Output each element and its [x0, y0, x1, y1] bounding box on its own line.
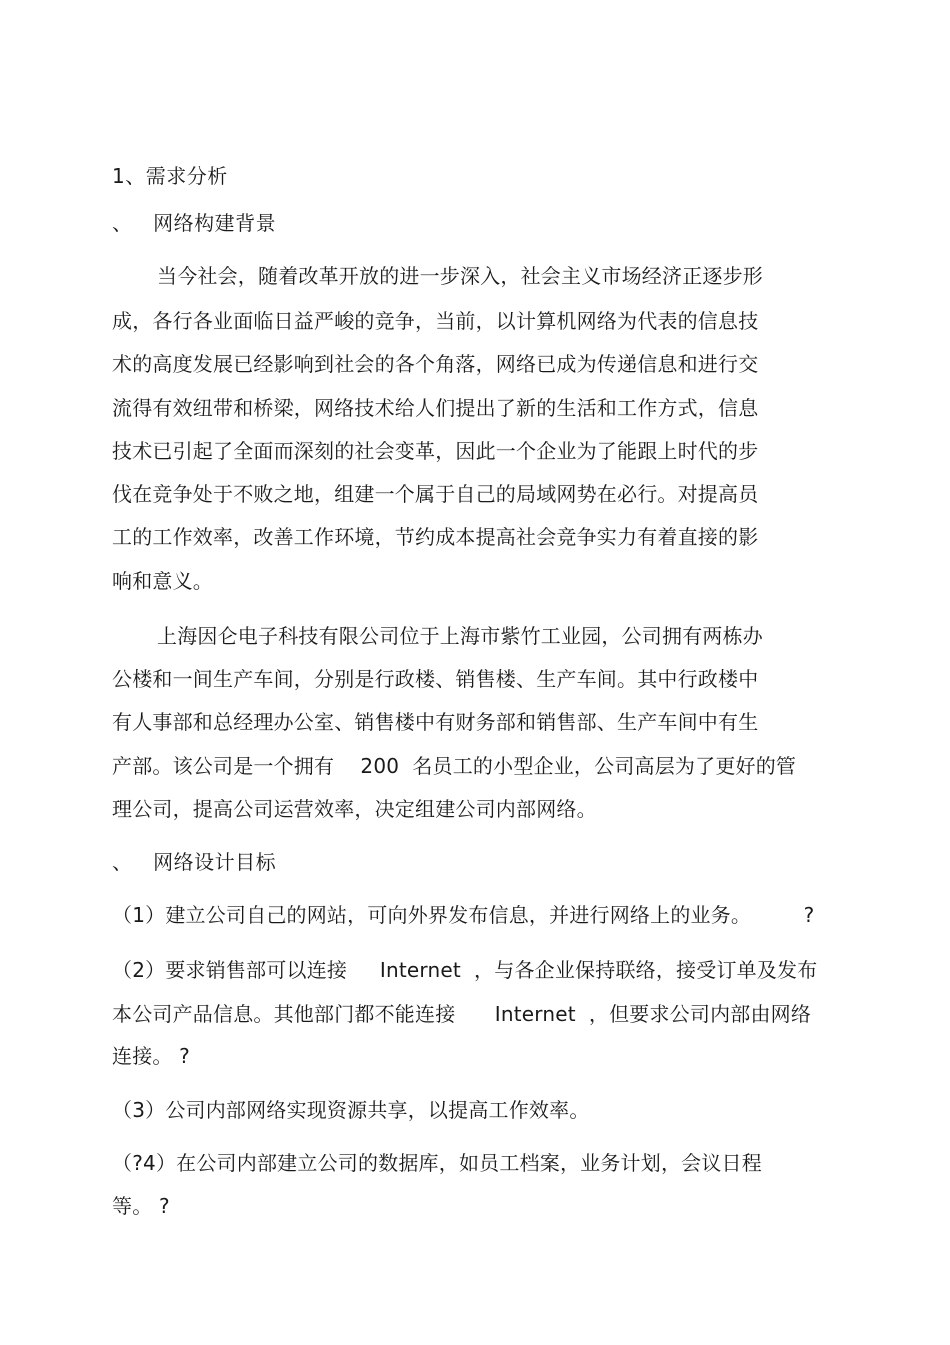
paragraph-line: 术的高度发展已经影响到社会的各个角落，网络已成为传递信息和进行交 [112, 352, 759, 376]
paragraph-line: 响和意义。 [112, 569, 213, 593]
goal-line: 本公司产品信息。其他部门都不能连接 Internet ，但要求公司内部由网络 [112, 1002, 812, 1026]
goal-line: （1）建立公司自己的网站，可向外界发布信息，并进行网络上的业务。 ? [112, 903, 815, 927]
paragraph-line: 公楼和一间生产车间，分别是行政楼、销售楼、生产车间。其中行政楼中 [112, 667, 759, 691]
goal-line: （?4）在公司内部建立公司的数据库，如员工档案，业务计划，会议日程 [112, 1151, 762, 1175]
paragraph-line: 当今社会，随着改革开放的进一步深入，社会主义市场经济正逐步形 [157, 264, 763, 288]
subsection-heading-background: 、 网络构建背景 [112, 211, 277, 235]
paragraph-line: 工的工作效率，改善工作环境，节约成本提高社会竞争实力有着直接的影 [112, 525, 759, 549]
goal-line: （2）要求销售部可以连接 Internet ，与各企业保持联络，接受订单及发布 [112, 958, 818, 982]
subsection-heading-goals: 、 网络设计目标 [112, 850, 277, 874]
goal-line: 等。 ? [112, 1194, 170, 1218]
paragraph-line: 有人事部和总经理办公室、销售楼中有财务部和销售部、生产车间中有生 [112, 710, 759, 734]
paragraph-line: 流得有效纽带和桥梁，网络技术给人们提出了新的生活和工作方式，信息 [112, 396, 759, 420]
paragraph-line: 上海因仑电子科技有限公司位于上海市紫竹工业园，公司拥有两栋办 [157, 624, 763, 648]
paragraph-line: 成，各行各业面临日益严峻的竞争，当前，以计算机网络为代表的信息技 [112, 309, 759, 333]
paragraph-line: 理公司，提高公司运营效率，决定组建公司内部网络。 [112, 797, 597, 821]
section-heading-requirements: 1、需求分析 [112, 164, 228, 188]
paragraph-line: 伐在竞争处于不败之地，组建一个属于自己的局域网势在必行。对提高员 [112, 482, 759, 506]
goal-line: （3）公司内部网络实现资源共享，以提高工作效率。 [112, 1098, 590, 1122]
goal-line: 连接。 ? [112, 1044, 190, 1068]
paragraph-line: 产部。该公司是一个拥有 200 名员工的小型企业，公司高层为了更好的管 [112, 754, 797, 778]
paragraph-line: 技术已引起了全面而深刻的社会变革，因此一个企业为了能跟上时代的步 [112, 439, 759, 463]
